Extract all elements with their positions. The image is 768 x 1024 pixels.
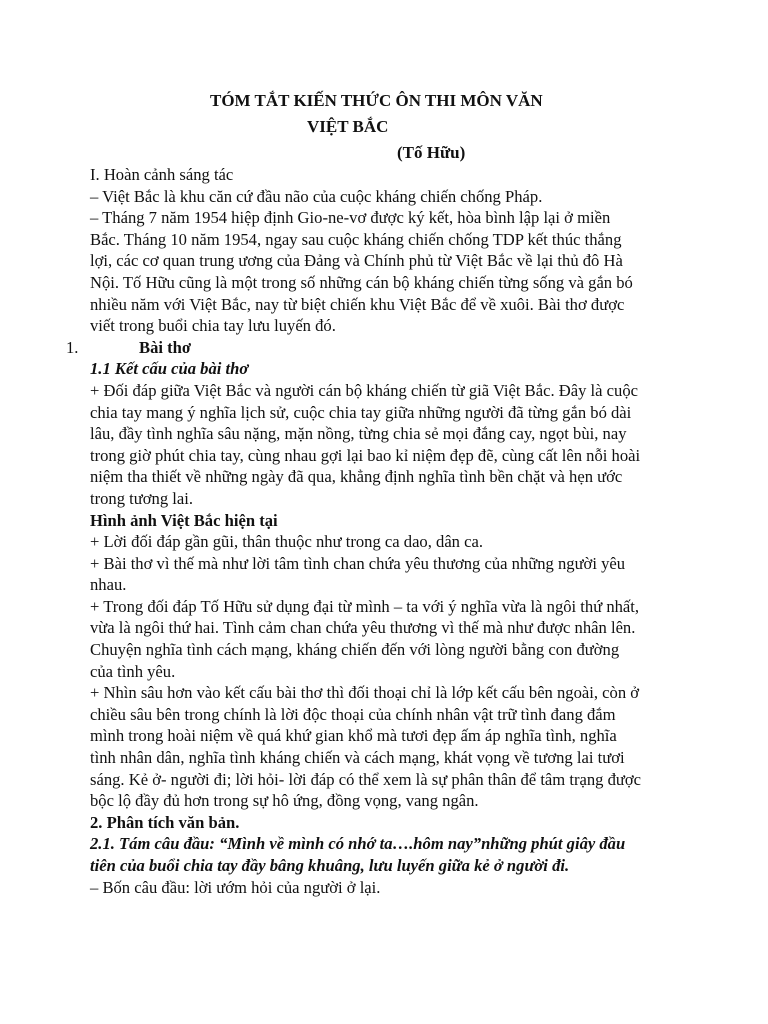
paragraph-line: + Lời đối đáp gần gũi, thân thuộc như trong ca dao, dân ca. [90, 532, 484, 552]
section-heading-analysis: 2. Phân tích văn bản. [90, 812, 240, 832]
numbered-heading [66, 337, 690, 359]
paragraph-line: tình nhân dân, nghĩa tình kháng chiến và cách mạng, khát vọng về tương lai tươi [90, 748, 625, 768]
subheading-structure: 1.1 Kết cấu của bài thơ [90, 359, 249, 379]
paragraph-line: – Việt Bắc là khu căn cứ đầu não của cuộc kháng chiến chống Pháp. [90, 186, 543, 206]
paragraph-line: nhau. [90, 575, 127, 595]
document-title: TÓM TẮT KIẾN THỨC ÔN THI MÔN VĂN [210, 91, 543, 110]
paragraph-line: niệm tha thiết về những ngày đã qua, khẳng định nghĩa tình bền chặt và hẹn ước [90, 467, 623, 487]
paragraph-line: sáng. Kẻ ở- người đi; lời hỏi- lời đáp có thể xem là sự phân thân để tâm trạng được [90, 769, 642, 789]
paragraph-line: Bắc. Tháng 10 năm 1954, ngay sau cuộc kháng chiến chống TDP kết thúc thắng [90, 229, 622, 249]
subheading-image: Hình ảnh Việt Bắc hiện tại [90, 510, 278, 530]
paragraph-line: – Bốn câu đầu: lời ướm hỏi của người ở lại. [90, 877, 381, 897]
paragraph-line: lâu, đầy tình nghĩa sâu nặng, mặn nồng, từng chia sẻ mọi đắng cay, ngọt bùi, nay [90, 424, 627, 444]
paragraph-line: trong giờ phút chia tay, cùng nhau gợi lại bao kỉ niệm đẹp đẽ, cùng cất lên nỗi hoài [90, 445, 641, 465]
paragraph-line: vừa là ngôi thứ hai. Tình cảm chan chứa yêu thương vì thế mà như được nhân lên. [90, 618, 636, 638]
paragraph-line: của tình yêu. [90, 661, 176, 681]
author-name: (Tố Hữu) [397, 143, 466, 162]
section-heading-context: I. Hoàn cảnh sáng tác [90, 165, 234, 184]
subheading-first-eight-lines-cont: tiên của buổi chia tay đầy bâng khuâng, lưu luyến giữa kẻ ở người đi. [90, 856, 570, 875]
paragraph-line: – Tháng 7 năm 1954 hiệp định Gio-ne-vơ được ký kết, hòa bình lập lại ở miền [90, 208, 611, 228]
paragraph-line: + Đối đáp giữa Việt Bắc và người cán bộ kháng chiến từ giã Việt Bắc. Đây là cuộc [90, 380, 638, 400]
list-number: 1. [66, 337, 79, 357]
paragraph-line: viết trong buổi chia tay lưu luyến đó. [90, 316, 336, 336]
paragraph-line: + Bài thơ vì thế mà như lời tâm tình chan chứa yêu thương của những người yêu [90, 553, 626, 573]
subheading-first-eight-lines: 2.1. Tám câu đầu: “Mình về mình có nhớ ta….hôm nay”những phút giây đầu [90, 834, 626, 854]
paragraph-line: chiều sâu bên trong chính là lời độc thoại của chính nhân vật trữ tình đang đắm [90, 704, 616, 724]
paragraph-line: nhiều năm với Việt Bắc, nay từ biệt chiến khu Việt Bắc để về xuôi. Bài thơ được [90, 294, 625, 314]
paragraph-line: mình trong hoài niệm về quá khứ gian khổ mà tươi đẹp ấm áp nghĩa tình, nghĩa [90, 726, 617, 746]
section-heading-poem: Bài thơ [139, 337, 192, 357]
paragraph-line: + Trong đối đáp Tố Hữu sử dụng đại từ mình – ta với ý nghĩa vừa là ngôi thứ nhất, [90, 596, 640, 616]
paragraph-line: lợi, các cơ quan trung ương của Đảng và Chính phủ từ Việt Bắc về lại thủ đô Hà [90, 251, 623, 271]
poem-title: VIỆT BẮC [307, 117, 389, 136]
paragraph-line: chia tay mang ý nghĩa lịch sử, cuộc chia tay giữa những người đã từng gắn bó dài [90, 402, 632, 422]
paragraph-line: Chuyện nghĩa tình cách mạng, kháng chiến đến với lòng người bằng con đường [90, 640, 620, 660]
paragraph-line: Nội. Tố Hữu cũng là một trong số những cán bộ kháng chiến từng sống và gắn bó [90, 272, 633, 292]
document-body [66, 164, 690, 898]
paragraph-line: + Nhìn sâu hơn vào kết cấu bài thơ thì đối thoại chỉ là lớp kết cấu bên ngoài, còn ở [90, 683, 640, 703]
paragraph-line: bộc lộ đầy đủ hơn trong sự hô ứng, đồng vọng, vang ngân. [90, 791, 479, 811]
paragraph-line: trong tương lai. [90, 488, 194, 508]
